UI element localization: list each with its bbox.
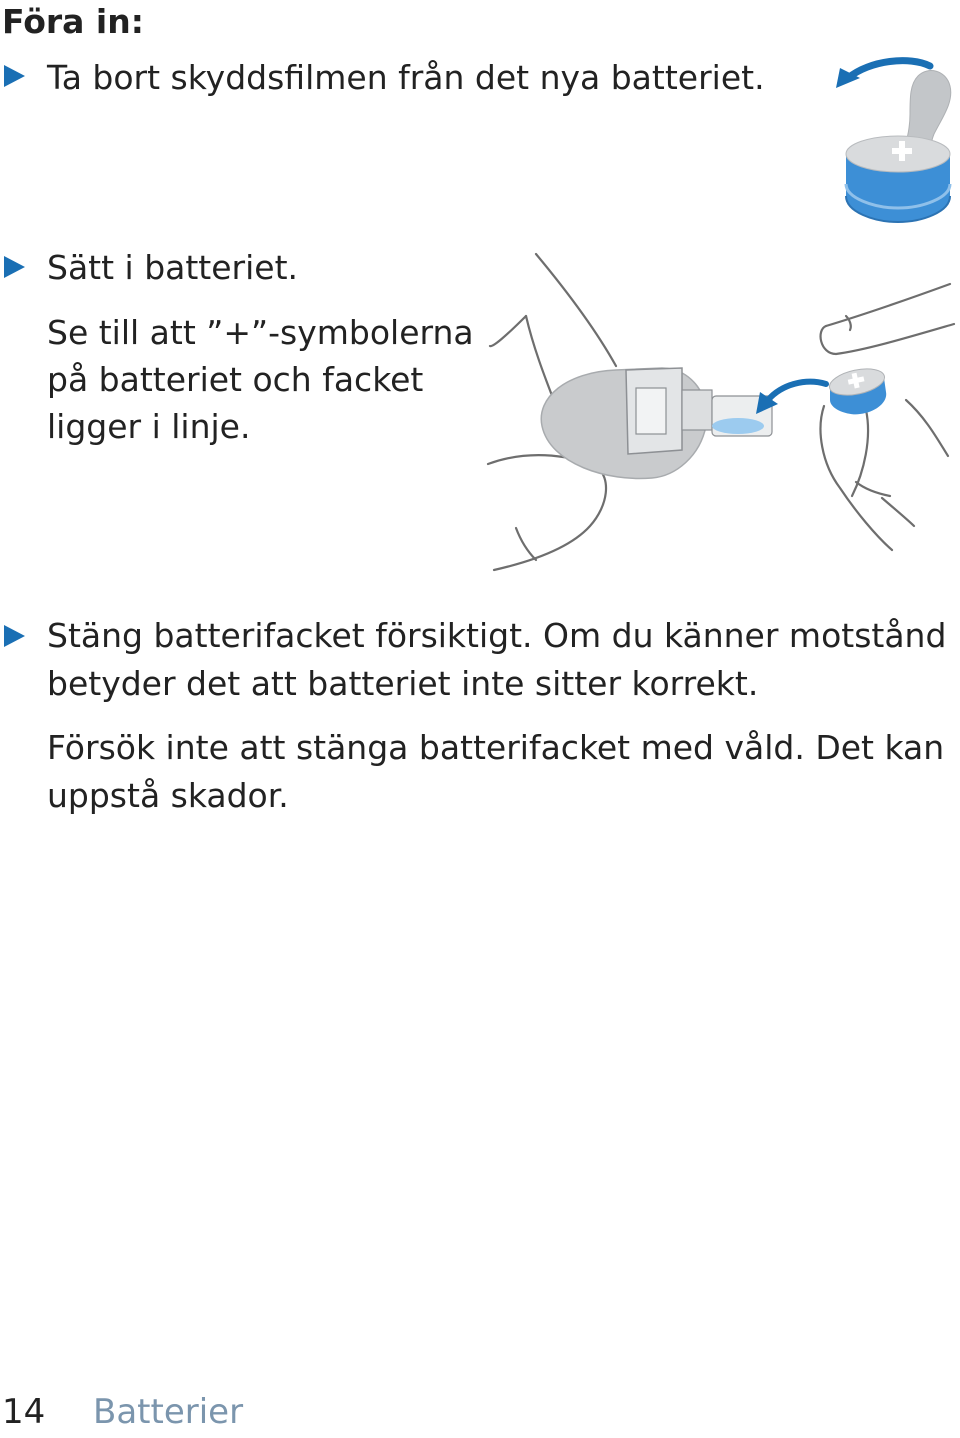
section-name: Batterier	[93, 1392, 244, 1432]
battery-insert-illustration	[486, 250, 956, 576]
step-text: Ta bort skyddsfilmen från det nya batteriet.	[47, 58, 765, 97]
step-text-line: Stäng batterifacket försiktigt. Om du känner motstånd	[47, 616, 947, 655]
warning-line: uppstå skador.	[47, 776, 289, 815]
triangle-right-icon	[4, 625, 25, 647]
step-text: Sätt i batteriet.	[47, 248, 299, 287]
page-number: 14	[2, 1392, 46, 1432]
triangle-right-icon	[4, 256, 25, 278]
step-note-line: på batteriet och facket	[47, 360, 424, 399]
step-note-line: Se till att ”+”-symbolerna	[47, 313, 474, 352]
step-note-line: ligger i linje.	[47, 407, 251, 446]
battery-peel-film-illustration	[830, 56, 960, 228]
step-text-line: betyder det att batteriet inte sitter korrekt.	[47, 664, 759, 703]
page-heading: Föra in:	[2, 2, 144, 41]
triangle-right-icon	[4, 65, 25, 87]
warning-line: Försök inte att stänga batterifacket med våld. Det kan	[47, 728, 945, 767]
